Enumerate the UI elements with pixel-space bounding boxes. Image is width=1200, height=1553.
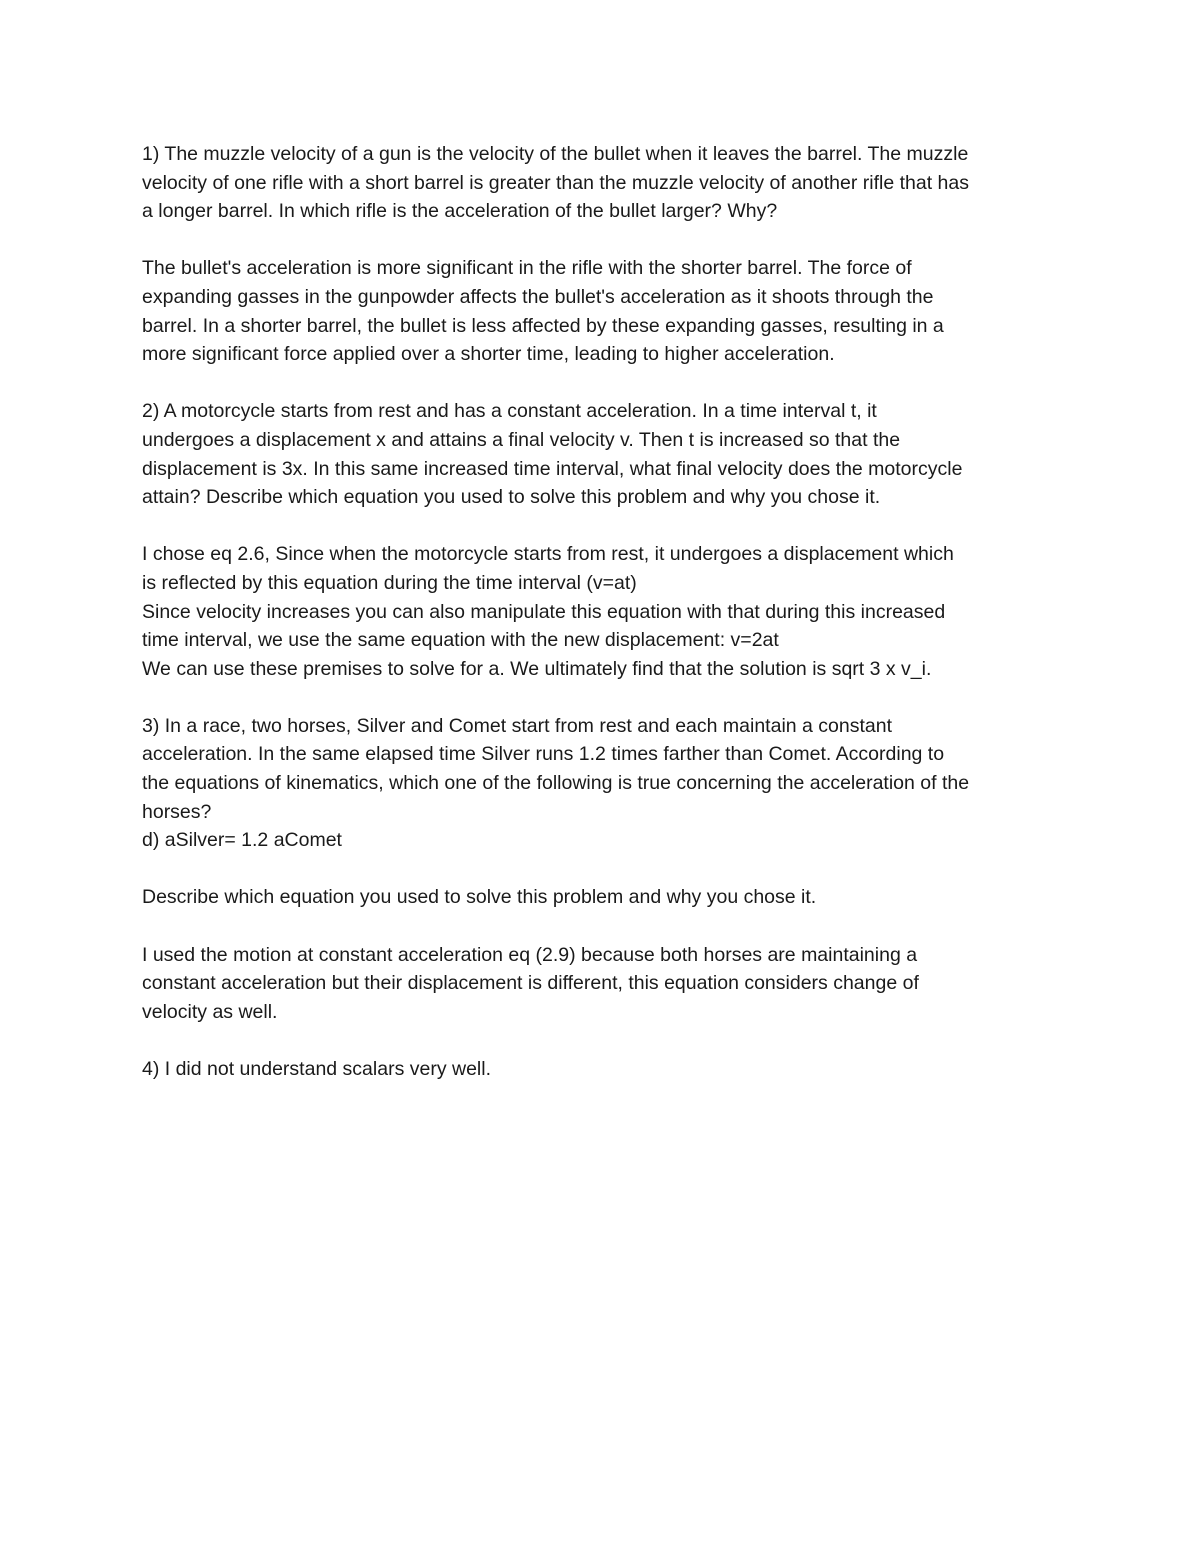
text-line: acceleration. In the same elapsed time Silver runs 1.2 times farther than Comet. According to [142,743,945,766]
text-line: Since velocity increases you can also manipulate this equation with that during this increased [142,600,946,623]
question-3-prompt-paragraph [142,883,1072,912]
question-4-paragraph [142,1055,1072,1084]
answer-2-paragraph [142,540,1072,683]
text-line: a longer barrel. In which rifle is the acceleration of the bullet larger? Why? [142,200,778,223]
text-line: 1) The muzzle velocity of a gun is the velocity of the bullet when it leaves the barrel. The muzzle [142,143,969,165]
answer-1-paragraph [142,254,1072,368]
text-line: the equations of kinematics, which one of the following is true concerning the acceleration of the [142,772,970,795]
question-2-paragraph [142,397,1072,511]
text-line: horses? [142,800,212,823]
text-line: Describe which equation you used to solve this problem and why you chose it. [142,886,817,909]
text-line: velocity of one rifle with a short barrel is greater than the muzzle velocity of another rifle that has [142,171,969,194]
answer-3-paragraph [142,941,1072,1027]
text-line: 3) In a race, two horses, Silver and Comet start from rest and each maintain a constant [142,714,893,737]
text-line: time interval, we use the same equation with the new displacement: v=2at [142,629,779,652]
text-line: velocity as well. [142,1000,278,1023]
text-line: 4) I did not understand scalars very well. [142,1058,492,1080]
text-line: I chose eq 2.6, Since when the motorcycle starts from rest, it undergoes a displacement which [142,543,954,566]
text-line: constant acceleration but their displacement is different, this equation considers change of [142,972,919,995]
question-1-paragraph [142,140,1072,226]
text-line: d) aSilver= 1.2 aComet [142,829,342,852]
question-3-paragraph [142,712,1072,855]
document-body [142,140,1072,1112]
text-line: barrel. In a shorter barrel, the bullet is less affected by these expanding gasses, resulting in a [142,314,944,337]
text-line: The bullet's acceleration is more significant in the rifle with the shorter barrel. The force of [142,257,912,280]
text-line: expanding gasses in the gunpowder affects the bullet's acceleration as it shoots through the [142,285,934,308]
text-line: undergoes a displacement x and attains a final velocity v. Then t is increased so that the [142,428,901,451]
text-line: more significant force applied over a shorter time, leading to higher acceleration. [142,343,835,366]
text-line: is reflected by this equation during the time interval (v=at) [142,571,637,594]
text-line: 2) A motorcycle starts from rest and has a constant acceleration. In a time interval t, it [142,400,877,423]
text-line: attain? Describe which equation you used to solve this problem and why you chose it. [142,486,881,509]
text-line: We can use these premises to solve for a. We ultimately find that the solution is sqrt 3 x v_i. [142,657,932,680]
text-line: displacement is 3x. In this same increased time interval, what final velocity does the motorcycle [142,457,963,480]
text-line: I used the motion at constant acceleration eq (2.9) because both horses are maintaining a [142,943,918,966]
